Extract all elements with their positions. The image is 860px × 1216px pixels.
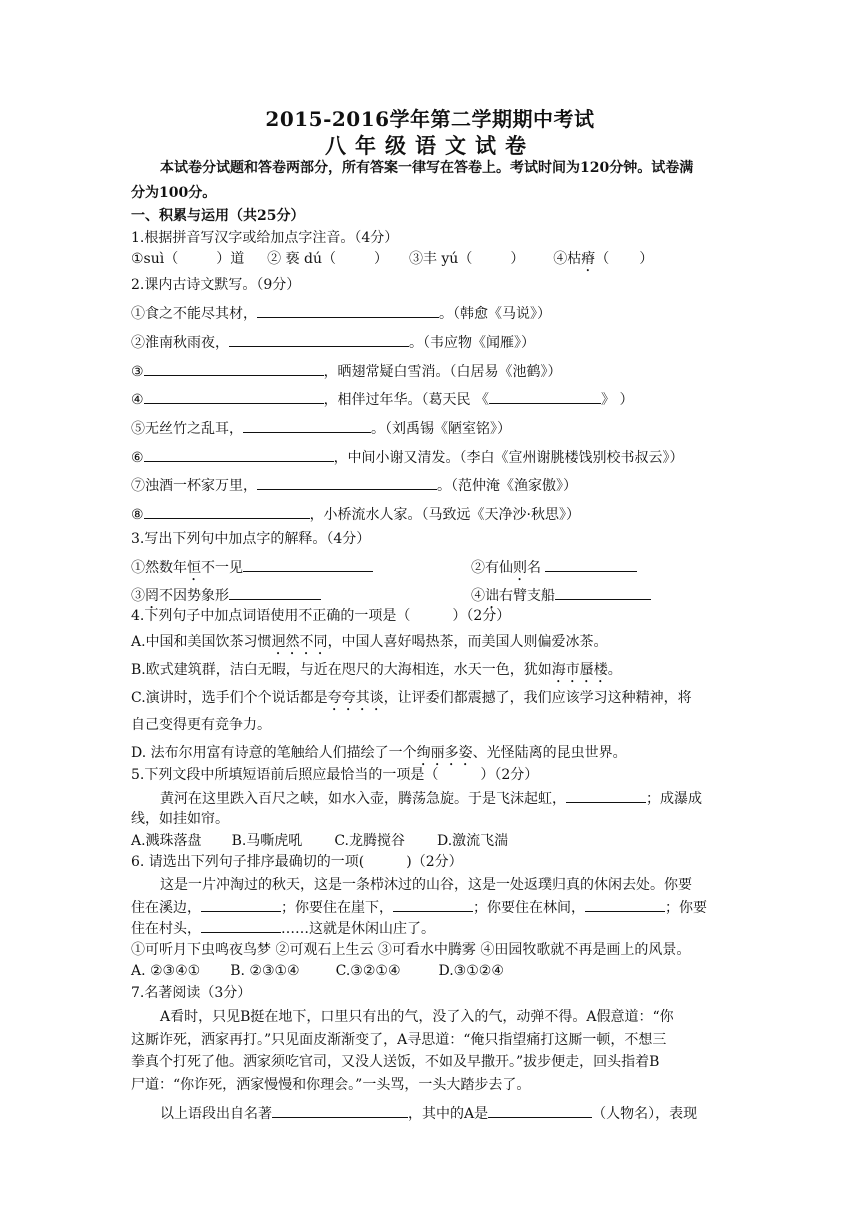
q4-option-d: D. 法布尔用富有诗意的笔触给人们描绘了一个绚丽多姿、光怪陆离的昆虫世界。 — [131, 745, 627, 761]
q5-option-a: A.溅珠落盘 — [131, 833, 202, 849]
answer-blank[interactable] — [545, 558, 637, 572]
q5-passage-2: 线，如挂如帘。 — [131, 811, 229, 827]
q3-b: ②有仙则名 — [471, 558, 637, 584]
q7-passage-2: 这厮诈死，洒家再打。”只见面皮渐渐变了，A寻思道：“俺只指望痛打这厮一顿，不想三 — [131, 1032, 667, 1048]
q2-line-1: ①食之不能尽其材， 。（韩愈《马说》） — [131, 306, 551, 322]
q6-option-d: D.③①②④ — [438, 963, 504, 979]
q4-option-c: C.演讲时，选手们个个说话都是夸夸其谈，让评委们都震撼了，我们应该学习这种精神，将 — [131, 690, 692, 706]
answer-blank[interactable] — [229, 333, 409, 347]
answer-blank[interactable] — [555, 586, 651, 600]
q4-option-a: A.中国和美国饮茶习惯迥然不同，中国人喜好喝热茶，而美国人则偏爱冰茶。 — [131, 634, 608, 650]
answer-blank[interactable] — [393, 898, 473, 912]
q6-option-a: A. ②③④① — [131, 963, 201, 979]
q6-stem: 6. 请选出下列句子排序最确切的一项( )（2分） — [131, 854, 463, 870]
q3-stem: 3.写出下列句中加点字的解释。（4分） — [131, 531, 371, 547]
q6-passage-1: 这是一片冲淘过的秋天，这是一条栉沐过的山谷，这是一处返璞归真的休闲去处。你要 — [160, 877, 692, 893]
q1-b: ② 亵 dú（ ） — [267, 251, 389, 267]
q6-passage-2: 住在溪边， ；你要住在崖下， ；你要住在林间， ；你要 — [131, 900, 707, 916]
q7-passage-4: 尸道：“你诈死，洒家慢慢和你理会。”一头骂，一头大踏步去了。 — [131, 1077, 531, 1093]
answer-blank[interactable] — [489, 390, 601, 404]
q2-line-8: ⑧ ，小桥流水人家。（马致远《天净沙·秋思》） — [131, 507, 581, 523]
q6-passage-3: 住在村头， ……这就是休闲山庄了。 — [131, 921, 435, 937]
answer-blank[interactable] — [144, 362, 324, 376]
answer-blank[interactable] — [201, 919, 281, 933]
q5-option-b: B.马嘶虎吼 — [231, 833, 303, 849]
q2-line-2: ②淮南秋雨夜， 。（韦应物《闻雁》） — [131, 335, 535, 351]
answer-blank[interactable] — [257, 304, 439, 318]
q3-c: ③罔不因势象形 — [131, 586, 321, 612]
q7-stem: 7.名著阅读（3分） — [131, 985, 252, 1001]
answer-blank[interactable] — [229, 586, 321, 600]
instructions-line-2: 分为100分。 — [131, 185, 217, 201]
q3-a: ①然数年恒不一见 — [131, 558, 373, 584]
q1-c: ③丰 yú（ ） — [408, 251, 525, 267]
q6-option-b: B. ②③①④ — [230, 963, 300, 979]
section-heading-1: 一、积累与运用（共25分） — [131, 208, 305, 224]
q5-stem: 5.下列文段中所填短语前后照应最恰当的一项是（ ）（2分） — [131, 767, 539, 783]
exam-subtitle: 八年级语文试卷 — [325, 133, 535, 158]
q2-line-5: ⑤无丝竹之乱耳， 。（刘禹锡《陋室铭》） — [131, 421, 511, 437]
q2-line-6: ⑥ ，中间小谢又清发。（李白《宣州谢朓楼饯别校书叔云》） — [131, 450, 684, 466]
q7-question: 以上语段出自名著 ，其中的A是 （人物名），表现 — [160, 1106, 698, 1122]
exam-title: 2015-2016学年第二学期期中考试 — [265, 107, 595, 131]
answer-blank[interactable] — [201, 898, 281, 912]
answer-blank[interactable] — [488, 1104, 592, 1118]
q2-stem: 2.课内古诗文默写。（9分） — [131, 277, 301, 293]
q1-a: ①suì（ ）道 — [131, 251, 245, 267]
q2-line-7: ⑦浊酒一杯家万里， 。（范仲淹《渔家傲》） — [131, 478, 577, 494]
answer-blank[interactable] — [585, 898, 665, 912]
q4-option-b: B.欧式建筑群，洁白无暇，与近在咫尺的大海相连，水天一色，犹如海市蜃楼。 — [131, 662, 622, 678]
q2-line-4: ④ ，相伴过年华。（葛天民 《 》 ） — [131, 392, 634, 408]
answer-blank[interactable] — [272, 1104, 408, 1118]
q2-line-3: ③ ，晒翅常疑白雪消。（白居易《池鹤》） — [131, 364, 562, 380]
answer-blank[interactable] — [144, 390, 324, 404]
q4-stem: 4.下列句子中加点词语使用不正确的一项是（ ）（2分） — [131, 608, 511, 624]
q1-options — [131, 250, 653, 275]
q7-passage-3: 拳真个打死了他。洒家须吃官司，又没人送饭，不如及早撒开。”拔步便走，回头指着B — [131, 1054, 660, 1070]
answer-blank[interactable] — [144, 505, 310, 519]
q5-passage-1: 黄河在这里跌入百尺之峡，如水入壶，腾荡急旋。于是飞沫起虹， ；成瀑成 — [160, 791, 702, 807]
answer-blank[interactable] — [243, 419, 371, 433]
q6-option-c: C.③②①④ — [335, 963, 401, 979]
q5-options — [131, 832, 508, 850]
instructions-line-1: 本试卷分试题和答卷两部分，所有答案一律写在答卷上。考试时间为120分钟。试卷满 — [160, 160, 694, 176]
q3-d: ④诎右臂支船 — [471, 586, 651, 612]
q1-d: ④枯瘠（ ） — [553, 251, 654, 267]
answer-blank[interactable] — [243, 558, 373, 572]
answer-blank[interactable] — [566, 789, 646, 803]
answer-blank[interactable] — [257, 476, 437, 490]
q5-option-c: C.龙腾搅谷 — [334, 833, 405, 849]
q6-options — [131, 962, 504, 980]
q7-passage-1: A看时，只见B挺在地下，口里只有出的气，没了入的气，动弹不得。A假意道：“你 — [160, 1009, 674, 1025]
q1-stem: 1.根据拼音写汉字或给加点字注音。（4分） — [131, 230, 399, 246]
q6-items: ①可听月下虫鸣夜鸟梦 ②可观石上生云 ③可看水中腾雾 ④田园牧歌就不再是画上的风景。 — [131, 942, 691, 958]
q5-option-d: D.激流飞湍 — [436, 833, 509, 849]
q4-option-c-cont: 自己变得更有竞争力。 — [131, 717, 271, 733]
answer-blank[interactable] — [144, 448, 334, 462]
